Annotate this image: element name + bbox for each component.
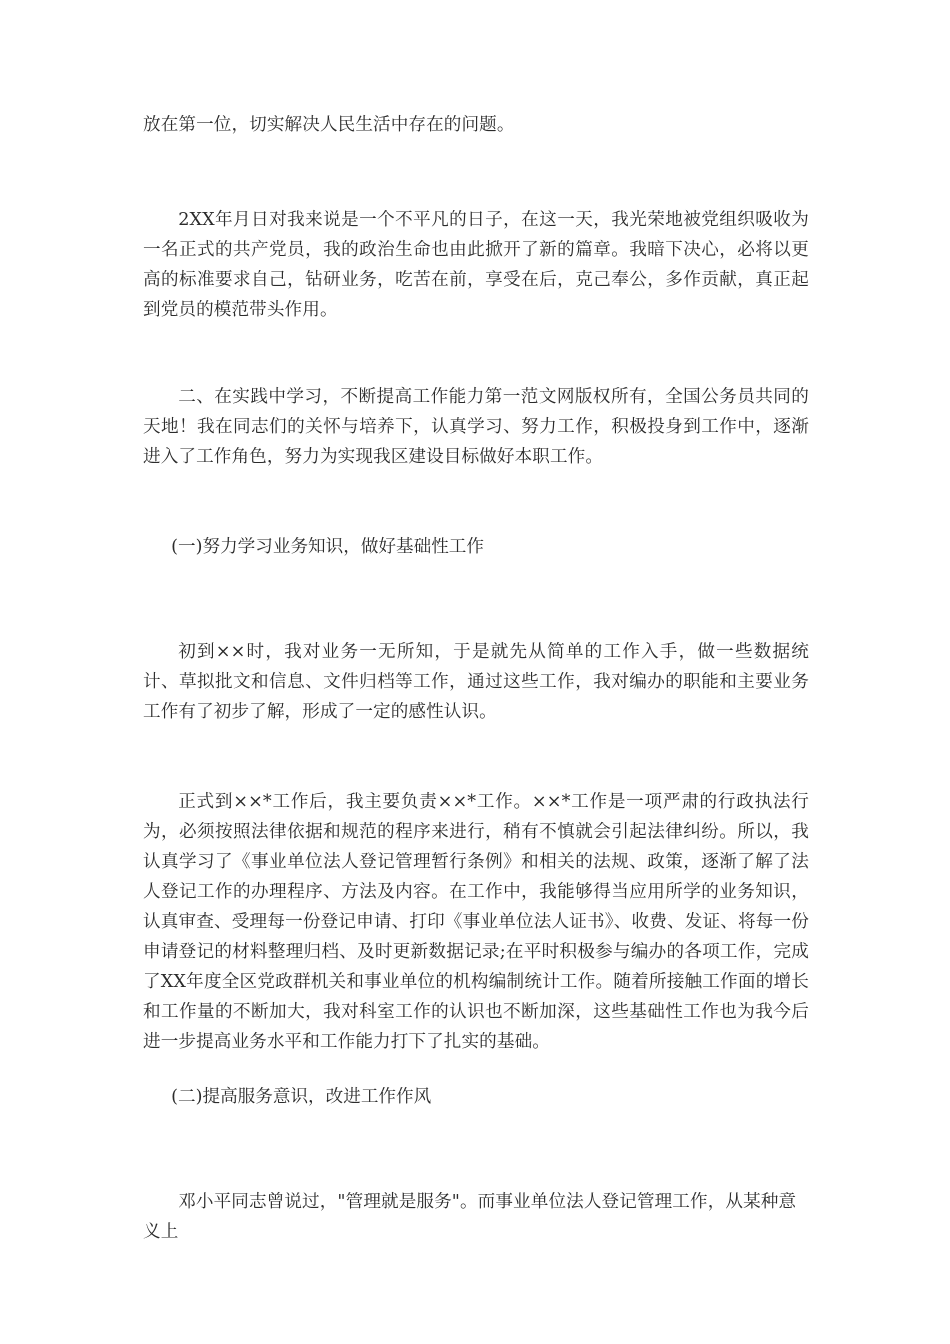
subheading-text: (二)提高服务意识，改进工作作风 [171,1087,432,1107]
subheading-one [143,532,809,562]
paragraph-deng-truncated [143,1187,809,1247]
paragraph-opening [143,110,809,140]
paragraph-text: 正式到××*工作后，我主要负责××*工作。××*工作是一项严肃的行政执法行为，必须按照法律依据和规范的程序来进行，稍有不慎就会引起法律纠纷。所以，我认真学习了《事业单位法人登记管理暂行条例》和相关的法规、政策，逐渐了解了法人登记工作的办理程序、方法及内容。在工作中，我能够得当应用所学的业务知识，认真审查、受理每一份登记申请、打印《事业单位法人证书》、收费、发证、将每一份申请登记的材料整理归档、及时更新数据记录;在平时积极参与编办的各项工作，完成了XX年度全区党政群机关和事业单位的机构编制统计工作。随着所接触工作面的增长和工作量的不断加大，我对科室工作的认识也不断加深，这些基础性工作也为我今后进一步提高业务水平和工作能力打下了扎实的基础。 [143,792,809,1052]
paragraph-text: 2XX年月日对我来说是一个不平凡的日子，在这一天，我光荣地被党组织吸收为一名正式的共产党员，我的政治生命也由此掀开了新的篇章。我暗下决心，必将以更高的标准要求自己，钻研业务，吃苦在前，享受在后，克己奉公，多作贡献，真正起到党员的模范带头作用。 [143,210,809,320]
paragraph-duties [143,787,809,1057]
paragraph-text: 放在第一位，切实解决人民生活中存在的问题。 [143,115,515,135]
paragraph-text: 二、在实践中学习，不断提高工作能力第一范文网版权所有，全国公务员共同的天地！我在同志们的关怀与培养下，认真学习、努力工作，积极投身到工作中，逐渐进入了工作角色，努力为实现我区建设目标做好本职工作。 [143,387,809,467]
paragraph-text: 邓小平同志曾说过，"管理就是服务"。而事业单位法人登记管理工作，从某种意义上 [143,1192,797,1242]
paragraph-date [143,205,809,325]
subheading-two [143,1082,809,1112]
subheading-text: (一)努力学习业务知识，做好基础性工作 [171,537,484,557]
paragraph-text: 初到××时，我对业务一无所知，于是就先从简单的工作入手，做一些数据统计、草拟批文和信息、文件归档等工作，通过这些工作，我对编办的职能和主要业务工作有了初步了解，形成了一定的感性认识。 [143,642,809,722]
paragraph-arrival [143,637,809,727]
paragraph-section-two [143,382,809,472]
